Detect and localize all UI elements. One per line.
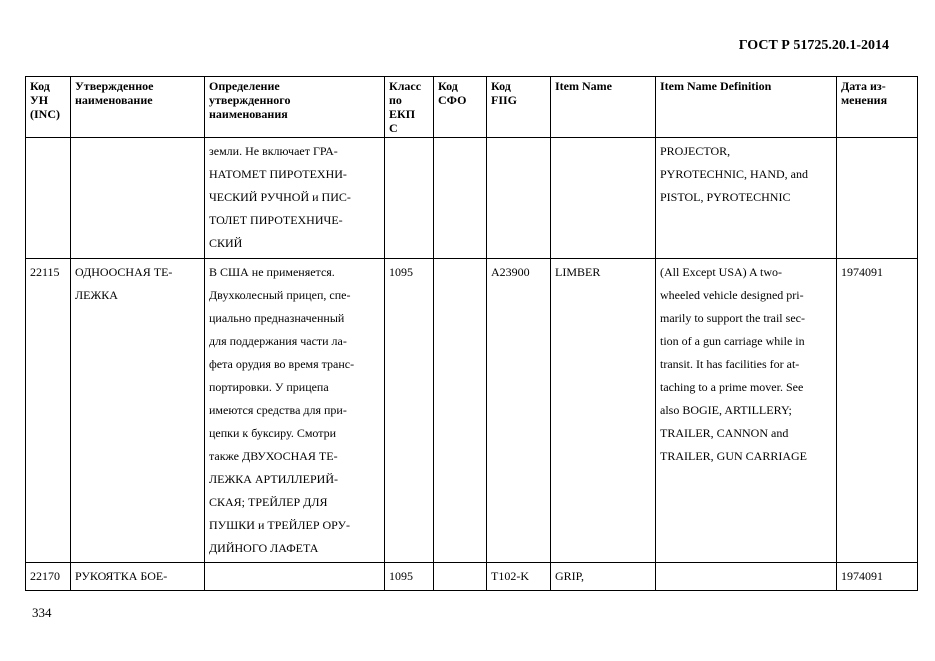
cell-text-line: цепки к буксиру. Смотри <box>209 426 337 440</box>
cell-class <box>385 563 434 591</box>
header-text-line: СФО <box>438 93 467 107</box>
header-text-line: по <box>389 93 402 107</box>
cell-text-line: НАТОМЕТ ПИРОТЕХНИ- <box>209 167 347 181</box>
cell-text-line: ПУШКИ и ТРЕЙЛЕР ОРУ- <box>209 518 351 532</box>
cell-text-line: для поддержания части ла- <box>209 334 347 348</box>
cell-text-line: циально предназначенный <box>209 311 345 325</box>
cell-text-line: портировки. У прицепа <box>209 380 329 394</box>
column-header-approved-name <box>71 77 205 138</box>
cell-text: 1974091 <box>841 569 883 583</box>
cell-text-line: ЛЕЖКА <box>75 288 118 302</box>
cell-approved-name <box>71 563 205 591</box>
cell-item-definition <box>656 563 837 591</box>
cell-text-line: СКАЯ; ТРЕЙЛЕР ДЛЯ <box>209 495 328 509</box>
cell-change-date <box>837 138 918 259</box>
header-text-line: Код <box>438 79 458 93</box>
cell-text: GRIP, <box>555 569 585 583</box>
cell-definition <box>205 138 385 259</box>
column-header-item-name <box>551 77 656 138</box>
cell-approved-name <box>71 138 205 259</box>
cell-text-line: Двухколесный прицеп, спе- <box>209 288 351 302</box>
cell-text-line: ЧЕСКИЙ РУЧНОЙ и ПИС- <box>209 190 351 204</box>
cell-inc <box>26 563 71 591</box>
cell-text: 1095 <box>389 569 413 583</box>
cell-text-line: ЛЕЖКА АРТИЛЛЕРИЙ- <box>209 472 338 486</box>
cell-text-line: ТОЛЕТ ПИРОТЕХНИЧЕ- <box>209 213 343 227</box>
header-text-line: Item Name <box>555 79 612 93</box>
header-text-line: УН <box>30 93 49 107</box>
cell-text-line: taching to a prime mover. See <box>660 380 804 394</box>
cell-text-line: фета орудия во время транс- <box>209 357 355 371</box>
cell-class <box>385 138 434 259</box>
header-text-line: Класс <box>389 79 422 93</box>
cell-text-line: transit. It has facilities for at- <box>660 357 800 371</box>
cell-text-line: также ДВУХОСНАЯ ТЕ- <box>209 449 338 463</box>
cell-definition <box>205 563 385 591</box>
header-text-line: наименование <box>75 93 153 107</box>
cell-item-definition <box>656 138 837 259</box>
cell-text-line: TRAILER, CANNON and <box>660 426 789 440</box>
cell-fiig <box>487 563 551 591</box>
header-text-line: ЕКП <box>389 107 416 121</box>
cell-text-line: ДИЙНОГО ЛАФЕТА <box>209 541 319 555</box>
header-text-line: Дата из- <box>841 79 886 93</box>
cell-text: 1095 <box>389 265 413 279</box>
cell-item-definition <box>656 259 837 563</box>
cell-text-line: В США не применяется. <box>209 265 335 279</box>
cell-text-line: ОДНООСНАЯ ТЕ- <box>75 265 173 279</box>
cell-text-line: PROJECTOR, <box>660 144 731 158</box>
column-header-fiig <box>487 77 551 138</box>
cell-text-line: tion of a gun carriage while in <box>660 334 805 348</box>
cell-text-line: СКИЙ <box>209 236 243 250</box>
cell-text-line: TRAILER, GUN CARRIAGE <box>660 449 807 463</box>
column-header-class <box>385 77 434 138</box>
header-text-line: наименования <box>209 107 288 121</box>
cell-sfo <box>434 563 487 591</box>
header-text-line: Код <box>30 79 50 93</box>
column-header-change-date <box>837 77 918 138</box>
cell-inc <box>26 138 71 259</box>
cell-item-name <box>551 138 656 259</box>
header-text-line: менения <box>841 93 888 107</box>
cell-text-line: marily to support the trail sec- <box>660 311 805 325</box>
cell-change-date <box>837 259 918 563</box>
cell-text: T102-K <box>491 569 529 583</box>
header-text-line: Утвержденное <box>75 79 154 93</box>
cell-text-line: земли. Не включает ГРА- <box>209 144 338 158</box>
page-number: 334 <box>32 605 52 620</box>
header-text-line: утвержденного <box>209 93 291 107</box>
cell-text: LIMBER <box>555 265 601 279</box>
cell-item-name <box>551 563 656 591</box>
column-header-inc <box>26 77 71 138</box>
header-text-line: FIIG <box>491 93 518 107</box>
column-header-definition <box>205 77 385 138</box>
cell-text-line: wheeled vehicle designed pri- <box>660 288 804 302</box>
cell-text-line: PYROTECHNIC, HAND, and <box>660 167 808 181</box>
cell-class <box>385 259 434 563</box>
cell-text: 22170 <box>30 569 60 583</box>
cell-fiig <box>487 259 551 563</box>
cell-fiig <box>487 138 551 259</box>
column-header-item-definition <box>656 77 837 138</box>
header-text-line: (INC) <box>30 107 60 121</box>
cell-text: 1974091 <box>841 265 883 279</box>
cell-item-name <box>551 259 656 563</box>
cell-text-line: also BOGIE, ARTILLERY; <box>660 403 792 417</box>
column-header-sfo <box>434 77 487 138</box>
cell-inc <box>26 259 71 563</box>
table-row <box>26 259 918 563</box>
header-text-line: Код <box>491 79 511 93</box>
cell-sfo <box>434 138 487 259</box>
cell-text-line: РУКОЯТКА БОЕ- <box>75 569 168 583</box>
table-row <box>26 138 918 259</box>
table-row <box>26 563 918 591</box>
catalog-table <box>25 76 918 591</box>
document-standard-number: ГОСТ Р 51725.20.1-2014 <box>738 38 889 53</box>
header-text-line: Item Name Definition <box>660 79 772 93</box>
cell-definition <box>205 259 385 563</box>
header-text-line: С <box>389 121 398 135</box>
cell-change-date <box>837 563 918 591</box>
cell-sfo <box>434 259 487 563</box>
table-header-row <box>26 77 918 138</box>
cell-text-line: (All Except USA) A two- <box>660 265 782 279</box>
cell-text-line: PISTOL, PYROTECHNIC <box>660 190 791 204</box>
cell-approved-name <box>71 259 205 563</box>
cell-text: 22115 <box>30 265 60 279</box>
cell-text-line: имеются средства для при- <box>209 403 347 417</box>
cell-text: A23900 <box>491 265 530 279</box>
header-text-line: Определение <box>209 79 280 93</box>
